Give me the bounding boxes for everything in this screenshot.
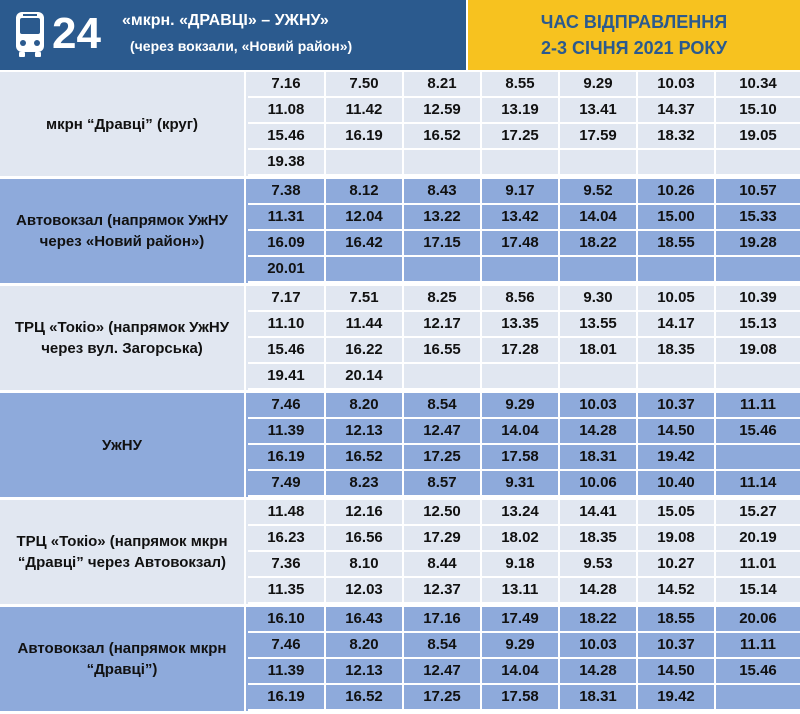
departure-time: 14.17 — [638, 312, 716, 336]
route-via: (через вокзали, «Новий район») — [130, 38, 353, 54]
table-row — [248, 578, 800, 604]
departure-time: 12.17 — [404, 312, 482, 336]
table-row — [248, 393, 800, 419]
departure-time: 16.43 — [326, 607, 404, 631]
departure-time: 14.28 — [560, 419, 638, 443]
departure-time: 10.37 — [638, 393, 716, 417]
table-row — [248, 312, 800, 338]
departure-time: 17.49 — [482, 607, 560, 631]
departure-time: 18.55 — [638, 231, 716, 255]
departure-time: 8.12 — [326, 179, 404, 203]
departure-time: 17.25 — [404, 685, 482, 709]
departure-time: 10.57 — [739, 182, 777, 199]
table-row — [248, 150, 800, 176]
departure-time: 15.46 — [248, 338, 326, 362]
departure-time: 7.17 — [248, 286, 326, 310]
departure-time: 19.08 — [638, 526, 716, 550]
departure-time: 11.01 — [739, 555, 777, 572]
departure-time: 20.14 — [326, 364, 404, 388]
departure-time: 17.28 — [482, 338, 560, 362]
departure-time: 8.43 — [404, 179, 482, 203]
bus-icon — [14, 10, 46, 58]
departure-time: 11.14 — [739, 474, 777, 491]
departure-time — [482, 257, 560, 281]
departure-time: 9.30 — [560, 286, 638, 310]
departure-time — [638, 257, 716, 281]
departure-time — [404, 150, 482, 174]
table-row — [248, 231, 800, 257]
departure-time: 15.13 — [739, 315, 777, 332]
table-row — [248, 364, 800, 390]
departure-grid — [248, 286, 800, 390]
departure-time: 12.47 — [404, 659, 482, 683]
table-row — [248, 338, 800, 364]
departure-time: 11.42 — [326, 98, 404, 122]
table-row — [248, 179, 800, 205]
departure-grid — [248, 500, 800, 604]
departure-time: 12.50 — [404, 500, 482, 524]
departure-time: 16.19 — [326, 124, 404, 148]
stop-name: ТРЦ «Токіо» (напрямок УжНУ через вул. Загорська) — [0, 286, 246, 390]
departure-time: 17.15 — [404, 231, 482, 255]
departure-time — [560, 364, 638, 388]
departure-time: 13.11 — [482, 578, 560, 602]
departure-time: 16.42 — [326, 231, 404, 255]
departure-time: 15.10 — [739, 101, 777, 118]
departure-time: 13.19 — [482, 98, 560, 122]
departure-time — [326, 257, 404, 281]
table-row — [248, 500, 800, 526]
departure-time: 15.33 — [739, 208, 777, 225]
departure-time: 11.48 — [248, 500, 326, 524]
departure-time: 8.25 — [404, 286, 482, 310]
departure-time — [404, 257, 482, 281]
departure-time: 8.23 — [326, 471, 404, 495]
departure-time: 13.41 — [560, 98, 638, 122]
departure-time: 14.52 — [638, 578, 716, 602]
stop-group — [0, 393, 800, 500]
table-row — [248, 257, 800, 283]
table-row — [248, 286, 800, 312]
departure-time: 10.03 — [560, 393, 638, 417]
table-row — [248, 552, 800, 578]
departure-time: 7.36 — [248, 552, 326, 576]
departure-time: 16.19 — [248, 685, 326, 709]
departure-time — [326, 150, 404, 174]
stop-name: Автовокзал (напрямок УжНУ через «Новий район») — [0, 179, 246, 283]
schedule-header — [0, 0, 800, 70]
departure-time: 10.26 — [638, 179, 716, 203]
departure-time: 10.05 — [638, 286, 716, 310]
route-banner — [0, 0, 466, 70]
departure-time: 11.35 — [248, 578, 326, 602]
departure-time — [404, 364, 482, 388]
departure-time: 9.18 — [482, 552, 560, 576]
departure-time: 18.35 — [560, 526, 638, 550]
table-row — [248, 98, 800, 124]
departure-time: 16.22 — [326, 338, 404, 362]
departure-time: 15.46 — [248, 124, 326, 148]
timetable — [0, 72, 800, 714]
departure-time: 16.52 — [326, 685, 404, 709]
departure-time: 10.06 — [560, 471, 638, 495]
departure-time: 13.55 — [560, 312, 638, 336]
table-row — [248, 445, 800, 471]
table-row — [248, 419, 800, 445]
departure-time: 19.28 — [739, 234, 777, 251]
departure-grid — [248, 179, 800, 283]
departure-time: 18.31 — [560, 685, 638, 709]
departure-time — [716, 445, 800, 469]
departure-time: 7.49 — [248, 471, 326, 495]
stop-name: мкрн “Дравці” (круг) — [0, 72, 246, 176]
departure-time: 19.05 — [739, 127, 777, 144]
departure-time: 15.05 — [638, 500, 716, 524]
table-row — [248, 72, 800, 98]
departure-time: 17.58 — [482, 445, 560, 469]
departure-time: 10.03 — [560, 633, 638, 657]
departure-time: 13.42 — [482, 205, 560, 229]
departure-time: 15.27 — [739, 503, 777, 520]
departure-time: 8.54 — [404, 393, 482, 417]
departure-time: 12.13 — [326, 419, 404, 443]
stop-group — [0, 500, 800, 607]
departure-time: 11.39 — [248, 419, 326, 443]
departure-time: 11.31 — [248, 205, 326, 229]
departure-time: 15.46 — [739, 662, 777, 679]
departure-time: 16.09 — [248, 231, 326, 255]
departure-time: 11.39 — [248, 659, 326, 683]
departure-time: 8.10 — [326, 552, 404, 576]
departure-time: 9.17 — [482, 179, 560, 203]
departure-time: 14.37 — [638, 98, 716, 122]
departure-grid — [248, 607, 800, 711]
departure-time: 11.11 — [740, 636, 776, 653]
departure-time: 11.10 — [248, 312, 326, 336]
departure-time: 10.40 — [638, 471, 716, 495]
departure-time: 14.04 — [560, 205, 638, 229]
departure-time: 8.55 — [482, 72, 560, 96]
table-row — [248, 633, 800, 659]
route-name: «мкрн. «ДРАВЦІ» – УЖНУ» — [122, 12, 329, 29]
departure-time: 8.57 — [404, 471, 482, 495]
stop-name: ТРЦ «Токіо» (напрямок мкрн “Дравці” через Автовокзал) — [0, 500, 246, 604]
stop-group — [0, 179, 800, 286]
departure-time: 7.46 — [248, 393, 326, 417]
departure-time: 15.46 — [739, 422, 777, 439]
route-number: 24 — [52, 9, 101, 58]
departure-time: 8.54 — [404, 633, 482, 657]
departure-time: 14.28 — [560, 578, 638, 602]
departure-time: 17.58 — [482, 685, 560, 709]
table-row — [248, 607, 800, 633]
departure-time: 20.19 — [739, 529, 777, 546]
departure-time: 17.59 — [560, 124, 638, 148]
departure-time — [560, 150, 638, 174]
departure-time: 18.22 — [560, 231, 638, 255]
table-row — [248, 659, 800, 685]
departure-time: 10.34 — [739, 75, 777, 92]
departure-time: 11.11 — [740, 396, 776, 413]
table-row — [248, 471, 800, 497]
departure-time: 12.16 — [326, 500, 404, 524]
departure-time: 18.32 — [638, 124, 716, 148]
departure-time: 8.21 — [404, 72, 482, 96]
departure-time: 12.47 — [404, 419, 482, 443]
departure-time — [638, 150, 716, 174]
departure-time: 13.22 — [404, 205, 482, 229]
departure-time: 14.41 — [560, 500, 638, 524]
departure-time: 12.13 — [326, 659, 404, 683]
departure-time: 18.55 — [638, 607, 716, 631]
departure-time: 9.52 — [560, 179, 638, 203]
departure-time: 18.35 — [638, 338, 716, 362]
departure-time: 18.31 — [560, 445, 638, 469]
departure-time: 10.39 — [739, 289, 777, 306]
departure-time: 17.16 — [404, 607, 482, 631]
table-row — [248, 205, 800, 231]
departure-time: 17.48 — [482, 231, 560, 255]
departure-time: 9.29 — [560, 72, 638, 96]
departure-time: 10.27 — [638, 552, 716, 576]
departure-time: 18.22 — [560, 607, 638, 631]
departure-time: 8.20 — [326, 633, 404, 657]
departure-time — [716, 685, 800, 709]
stop-name: УжНУ — [0, 393, 246, 497]
departure-time: 7.16 — [248, 72, 326, 96]
departure-time: 20.06 — [739, 610, 777, 627]
departure-time — [482, 364, 560, 388]
departure-time: 15.14 — [739, 581, 777, 598]
departure-time: 16.23 — [248, 526, 326, 550]
stop-name: Автовокзал (напрямок мкрн “Дравці”) — [0, 607, 246, 711]
departure-time — [560, 257, 638, 281]
departure-time: 16.19 — [248, 445, 326, 469]
departure-time: 12.37 — [404, 578, 482, 602]
departure-time: 19.41 — [248, 364, 326, 388]
departure-time: 14.04 — [482, 659, 560, 683]
departure-time: 19.08 — [739, 341, 777, 358]
departure-time — [716, 150, 800, 174]
departure-time — [482, 150, 560, 174]
stop-group — [0, 607, 800, 714]
departure-time: 8.44 — [404, 552, 482, 576]
departure-time: 16.56 — [326, 526, 404, 550]
departure-time: 16.55 — [404, 338, 482, 362]
departure-time: 16.10 — [248, 607, 326, 631]
departure-time: 14.04 — [482, 419, 560, 443]
stop-group — [0, 286, 800, 393]
departure-time: 18.02 — [482, 526, 560, 550]
table-row — [248, 124, 800, 150]
departure-time: 9.29 — [482, 633, 560, 657]
departure-time: 19.42 — [638, 685, 716, 709]
departure-time: 17.29 — [404, 526, 482, 550]
departure-grid — [248, 393, 800, 497]
departure-time: 14.50 — [638, 419, 716, 443]
departure-grid — [248, 72, 800, 176]
departure-time: 15.00 — [638, 205, 716, 229]
departure-time: 7.38 — [248, 179, 326, 203]
departure-time — [716, 257, 800, 281]
stop-group — [0, 72, 800, 179]
departure-time: 11.08 — [248, 98, 326, 122]
departure-time — [716, 364, 800, 388]
departure-time: 18.01 — [560, 338, 638, 362]
table-row — [248, 526, 800, 552]
departure-time: 20.01 — [248, 257, 326, 281]
departure-time: 7.51 — [326, 286, 404, 310]
departure-time: 12.59 — [404, 98, 482, 122]
departure-time: 17.25 — [404, 445, 482, 469]
departure-time: 9.53 — [560, 552, 638, 576]
departure-time: 8.20 — [326, 393, 404, 417]
departure-time: 12.03 — [326, 578, 404, 602]
departure-time: 14.28 — [560, 659, 638, 683]
departure-time: 7.50 — [326, 72, 404, 96]
departure-date: 2-3 СІЧНЯ 2021 РОКУ — [540, 38, 728, 58]
departure-time: 19.38 — [248, 150, 326, 174]
departure-time — [638, 364, 716, 388]
departure-time: 13.35 — [482, 312, 560, 336]
departure-time: 9.31 — [482, 471, 560, 495]
departure-time: 11.44 — [326, 312, 404, 336]
departure-time: 10.37 — [638, 633, 716, 657]
departure-time: 10.03 — [638, 72, 716, 96]
departure-banner — [468, 0, 800, 70]
departure-time: 7.46 — [248, 633, 326, 657]
departure-time: 19.42 — [638, 445, 716, 469]
departure-time: 13.24 — [482, 500, 560, 524]
departure-time: 14.50 — [638, 659, 716, 683]
departure-time: 9.29 — [482, 393, 560, 417]
departure-time: 8.56 — [482, 286, 560, 310]
departure-time: 12.04 — [326, 205, 404, 229]
table-row — [248, 685, 800, 711]
departure-title: ЧАС ВІДПРАВЛЕННЯ — [540, 12, 728, 32]
departure-time: 17.25 — [482, 124, 560, 148]
departure-time: 16.52 — [404, 124, 482, 148]
departure-time: 16.52 — [326, 445, 404, 469]
